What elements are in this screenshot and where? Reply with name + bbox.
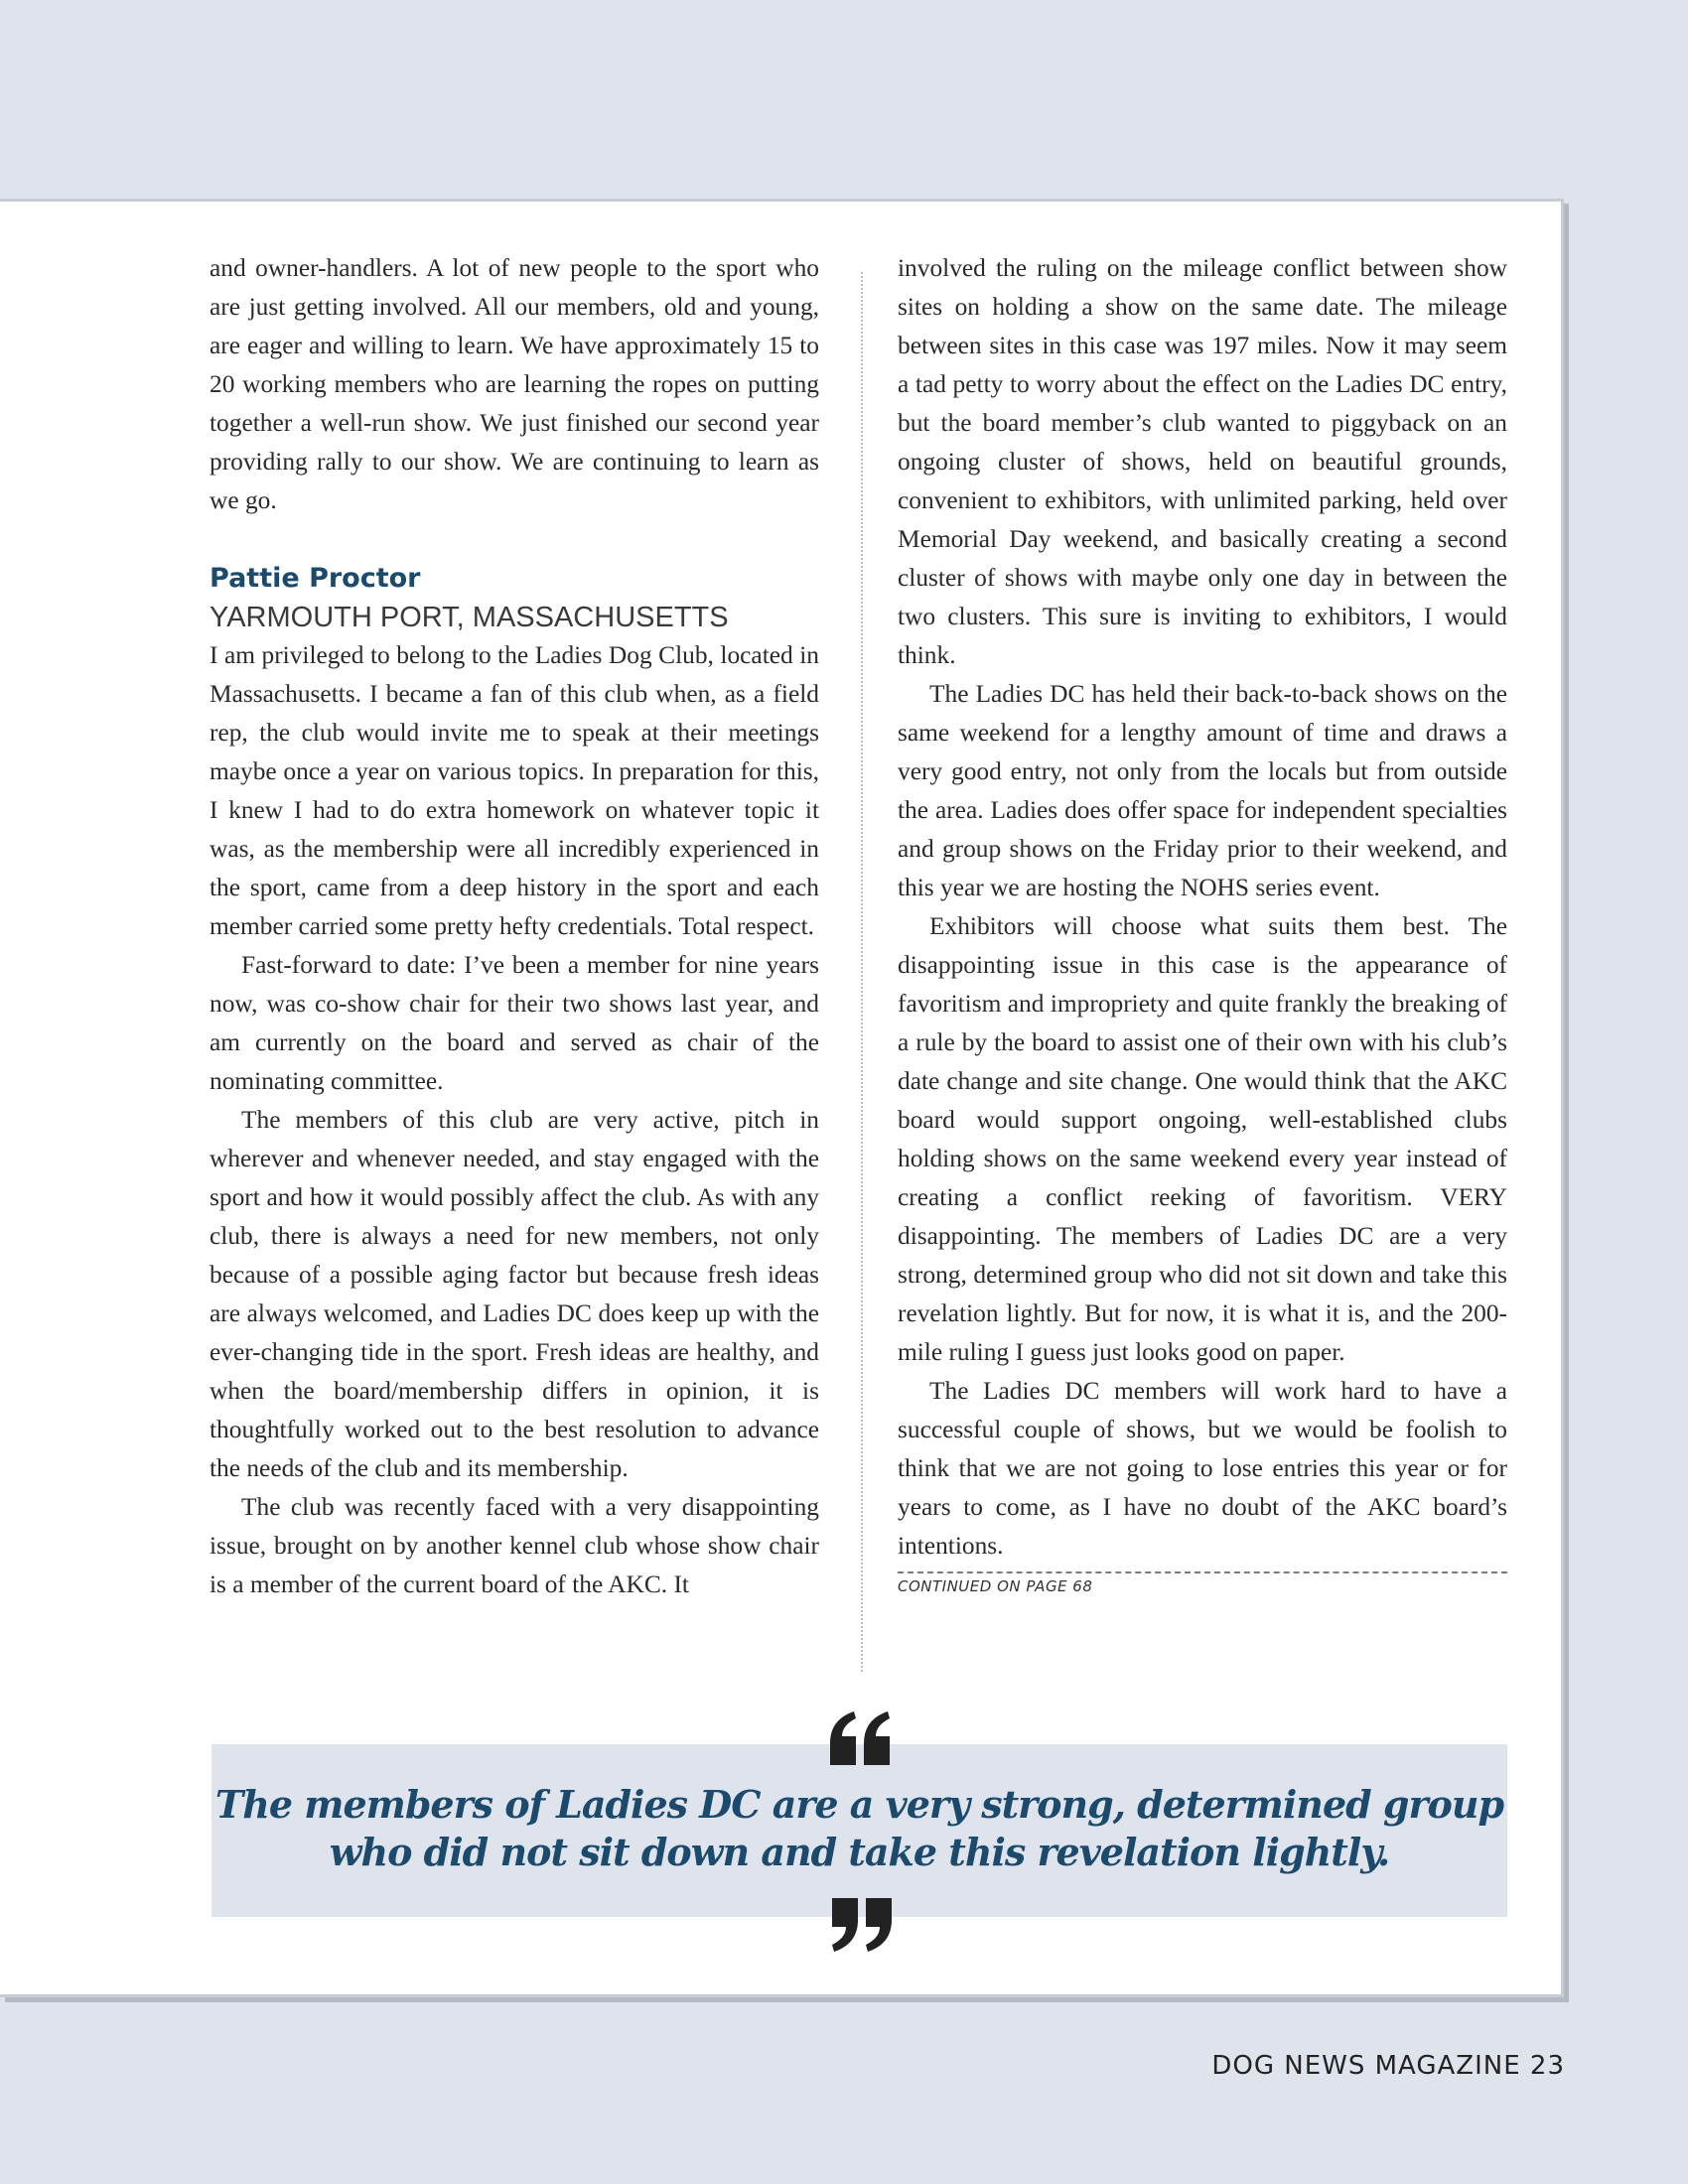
column-divider: [861, 272, 863, 1672]
article-paragraph: Fast-forward to date: I’ve been a member for nine years now, was co-show chair for their two shows last year, and am currently on the board and served as chair of the nominating committee.: [210, 951, 819, 1095]
right-column: [898, 249, 1507, 1597]
footer-page-label: DOG NEWS MAGAZINE 23: [1211, 2051, 1565, 2081]
pull-quote: [211, 1744, 1507, 1917]
pull-quote-line: The members of Ladies DC are a very strong, determined group: [214, 1782, 1504, 1827]
article-paragraph: Exhibitors will choose what suits them best. The disappointing issue in this case is the appearance of favoritism and impropriety and quite frankly the breaking of a rule by the board to assist one of their own with his club’s date change and site change. One would think that the AKC board would support ongoing, well-established clubs holding shows on the same weekend every year instead of creating a conflict reeking of favoritism. VERY disappointing. The members of Ladies DC are a very strong, determined group who did not sit down and take this revelation lightly. But for now, it is what it is, and the 200-mile ruling I guess just looks good on paper.: [898, 912, 1507, 1366]
left-column: [210, 249, 819, 1604]
author-location: YARMOUTH PORT, MASSACHUSETTS: [210, 602, 729, 633]
continued-divider: [898, 1571, 1507, 1573]
article-paragraph: I am privileged to belong to the Ladies Dog Club, located in Massachusetts. I became a fan of this club when, as a field rep, the club would invite me to speak at their meetings maybe once a year on various topics. In preparation for this, I knew I had to do extra homework on whatever topic it was, as the membership were all incredibly experienced in the sport, came from a deep history in the sport and each member carried some pretty hefty credentials. Total respect.: [210, 641, 819, 940]
article-paragraph: The club was recently faced with a very disappointing issue, brought on by another kennel club whose show chair is a member of the current board of the AKC. It: [210, 1493, 819, 1598]
article-paragraph: The Ladies DC members will work hard to have a successful couple of shows, but we would be foolish to think that we are not going to lose entries this year or for years to come, as I have no doubt of the AKC board’s intentions.: [898, 1377, 1507, 1560]
article-paragraph: involved the ruling on the mileage conflict between show sites on holding a show on the same date. The mileage between sites in this case was 197 miles. Now it may seem a tad petty to worry about the effect on the Ladies DC entry, but the board member’s club wanted to piggyback on an ongoing cluster of shows, held on beautiful grounds, convenient to exhibitors, with unlimited parking, held over Memorial Day weekend, and basically creating a second cluster of shows with maybe only one day in between the two clusters. This sure is inviting to exhibitors, I would think.: [898, 254, 1507, 669]
article-paragraph: and owner-handlers. A lot of new people to the sport who are just getting involved. All our members, old and young, are eager and willing to learn. We have approximately 15 to 20 working members who are learning the ropes on putting together a well-run show. We just finished our second year providing rally to our show. We are continuing to learn as we go.: [210, 254, 819, 514]
continued-link[interactable]: CONTINUED ON PAGE 68: [898, 1577, 1093, 1595]
pull-quote-text: [211, 1781, 1507, 1876]
pull-quote-line: who did not sit down and take this revelation lightly.: [329, 1830, 1390, 1874]
article-paragraph: The Ladies DC has held their back-to-back shows on the same weekend for a lengthy amount of time and draws a very good entry, not only from the locals but from outside the area. Ladies does offer space for independent specialties and group shows on the Friday prior to their weekend, and this year we are hosting the NOHS series event.: [898, 680, 1507, 901]
article-paragraph: The members of this club are very active, pitch in wherever and whenever needed, and stay engaged with the sport and how it would possibly affect the club. As with any club, there is always a need for new members, not only because of a possible aging factor but because fresh ideas are always welcomed, and Ladies DC does keep up with the ever-changing tide in the sport. Fresh ideas are healthy, and when the board/membership differs in opinion, it is thoughtfully worked out to the best resolution to advance the needs of the club and its membership.: [210, 1106, 819, 1482]
author-name: Pattie Proctor: [210, 563, 421, 594]
open-quote-icon: [826, 1709, 896, 1765]
close-quote-icon: [826, 1898, 896, 1954]
